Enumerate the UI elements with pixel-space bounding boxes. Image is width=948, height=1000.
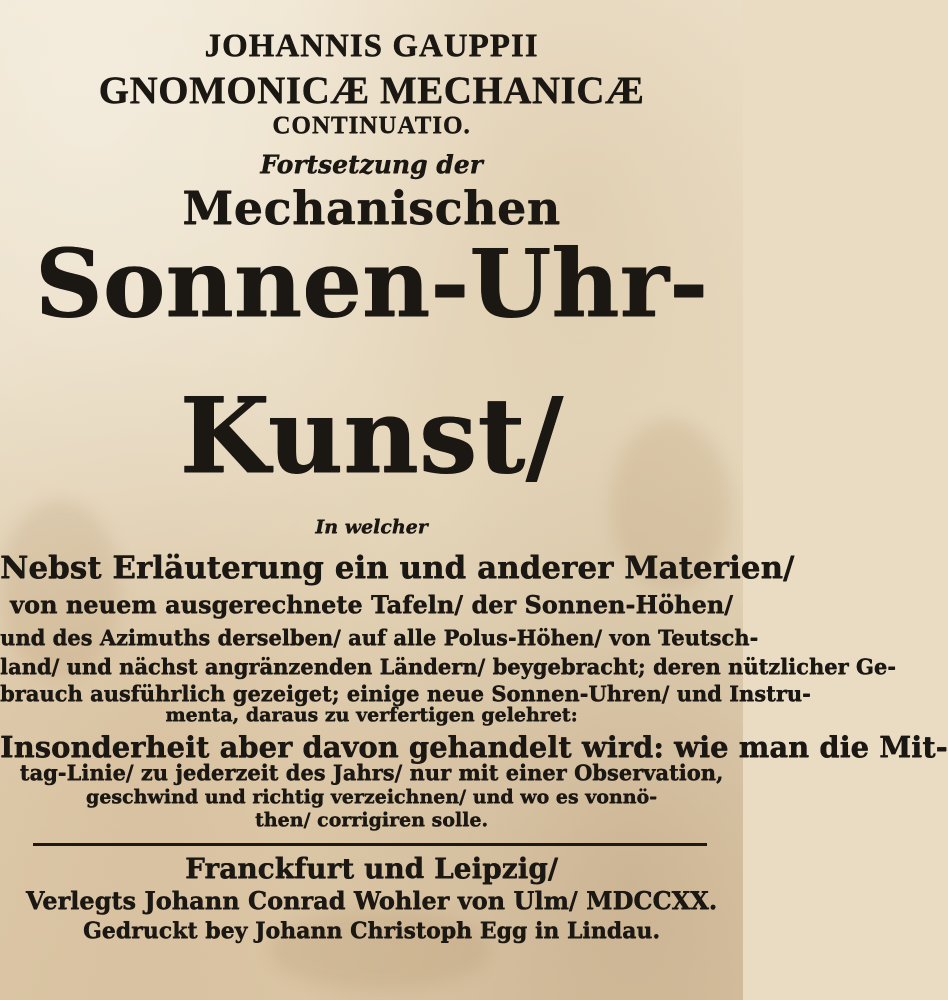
- subtitle-line-5: brauch ausführlich gezeiget; einige neue Sonnen-Uhren/ und Instru-: [0, 681, 811, 706]
- subtitle-line-4: land/ und nächst angränzenden Ländern/ beygebracht; deren nützlicher Ge-: [0, 654, 896, 679]
- subtitle-intro: In welcher: [315, 516, 428, 538]
- subtitle-line-10: then/ corrigiren solle.: [254, 809, 489, 831]
- subtitle-line-1: Nebst Erläuterung ein und anderer Materien/: [0, 550, 795, 586]
- main-title-line-2: Sonnen-Uhr-: [34, 229, 709, 339]
- subtitle-line-2: von neuem ausgerechnete Tafeln/ der Sonnen-Höhen/: [10, 590, 733, 619]
- section-divider: [33, 843, 707, 846]
- subtitle-line-3: und des Azimuths derselben/ auf alle Polus-Höhen/ von Teutsch-: [0, 625, 759, 650]
- main-title-line-1: Mechanischen: [182, 181, 561, 235]
- subtitle-line-9: geschwind und richtig verzeichnen/ und wo es vonnö-: [85, 786, 658, 808]
- imprint-printer: Gedruckt bey Johann Christoph Egg in Lindau.: [82, 918, 661, 944]
- author-name: JOHANNIS GAUPPII: [204, 28, 539, 64]
- main-title-line-3: Kunst/: [179, 374, 564, 497]
- german-intro: Fortsetzung der: [260, 150, 483, 179]
- subtitle-line-8: tag-Linie/ zu jederzeit des Jahrs/ nur mit einer Observation,: [19, 760, 724, 785]
- imprint-place: Franckfurt und Leipzig/: [184, 852, 559, 885]
- subtitle-line-7: Insonderheit aber davon gehandelt wird: wie man die Mit-: [0, 730, 948, 764]
- latin-title: GNOMONICÆ MECHANICÆ: [98, 69, 645, 112]
- imprint-publisher: Verlegts Johann Conrad Wohler von Ulm/ MDCCXX.: [25, 886, 718, 915]
- subtitle-line-6: menta, daraus zu verfertigen gelehret:: [165, 704, 578, 726]
- latin-subtitle: CONTINUATIO.: [272, 112, 471, 139]
